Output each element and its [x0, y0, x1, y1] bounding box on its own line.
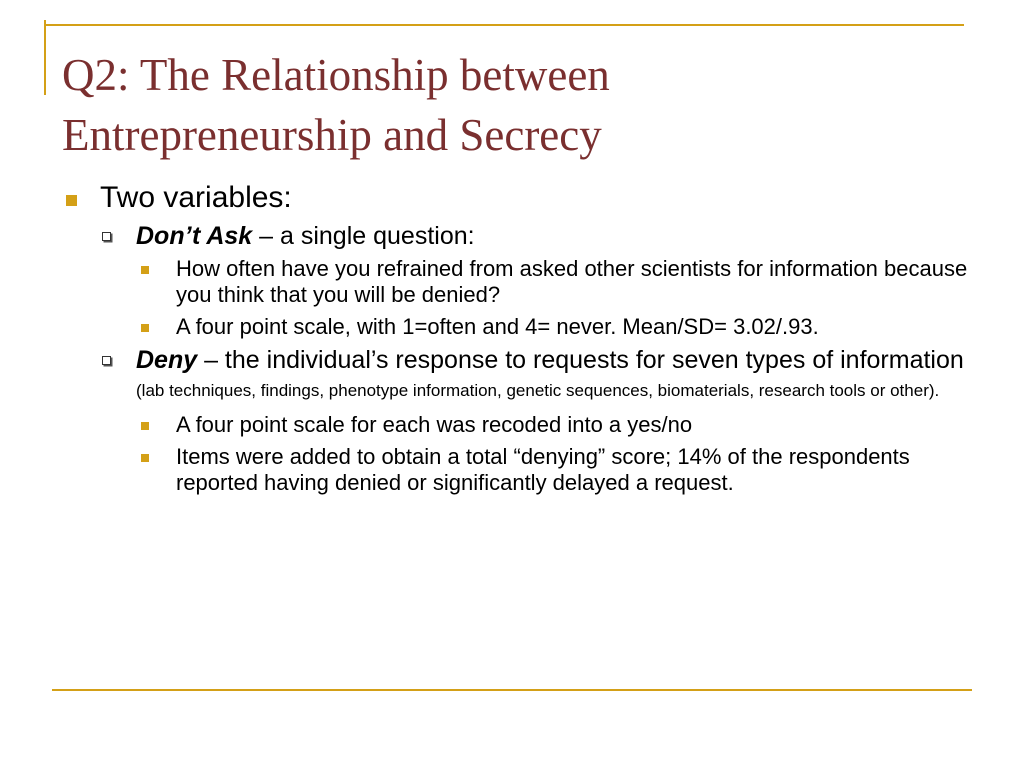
slide-title [62, 45, 962, 165]
slide-body [64, 180, 984, 496]
square-bullet-icon [141, 454, 149, 462]
term-dont-ask: Don’t Ask [136, 222, 253, 250]
title-line-1: Q2: The Relationship between [62, 50, 610, 100]
deny-description: – the individual’s response to requests for seven types of information [197, 346, 964, 374]
bullet-deny-scale [64, 412, 984, 438]
term-deny: Deny [136, 346, 198, 374]
square-bullet-icon [141, 266, 149, 274]
bullet-deny-score [64, 444, 984, 496]
square-bullet-icon [66, 195, 77, 206]
bullet-dont-ask [64, 222, 984, 250]
accent-vertical-line [44, 20, 46, 95]
checkbox-bullet-icon [102, 232, 111, 241]
square-bullet-icon [141, 324, 149, 332]
accent-bottom-line [52, 689, 972, 691]
deny-info-types: (lab techniques, findings, phenotype information, genetic sequences, biomaterials, research tools or other). [136, 381, 940, 400]
accent-top-line [44, 24, 964, 26]
checkbox-bullet-icon [102, 356, 111, 365]
bullet-two-variables [64, 180, 984, 216]
bullet-text: Two variables: [100, 181, 292, 214]
title-line-2: Entrepreneurship and Secrecy [62, 110, 602, 160]
bullet-text: A four point scale, with 1=often and 4= never. Mean/SD= 3.02/.93. [176, 314, 819, 339]
bullet-text: Items were added to obtain a total “denying” score; 14% of the respondents reported having denied or significantly delayed a request. [176, 444, 910, 495]
bullet-deny [64, 346, 984, 406]
bullet-text: A four point scale for each was recoded into a yes/no [176, 412, 693, 437]
bullet-dont-ask-question [64, 256, 984, 308]
square-bullet-icon [141, 422, 149, 430]
bullet-dont-ask-scale [64, 314, 984, 340]
bullet-text: How often have you refrained from asked other scientists for information because you think that you will be denied? [176, 256, 968, 307]
dont-ask-description: – a single question: [252, 222, 475, 250]
